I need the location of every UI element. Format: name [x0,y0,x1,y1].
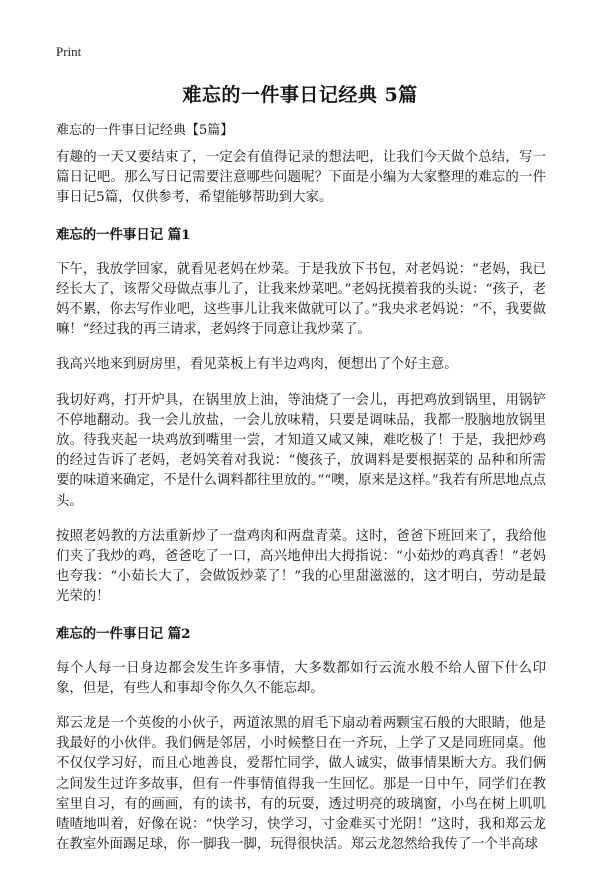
paragraph: 我高兴地来到厨房里，看见菜板上有半边鸡肉，便想出了个好主意。 [56,357,458,373]
section-heading: 难忘的一件事日记 篇2 [56,625,191,642]
intro-paragraph: 有趣的一天又要结束了，一定会有值得记录的想法吧，让我们今天做个总结，写一篇日记吧。那么写日记需要注意哪些问题呢？下面是小编为大家整理的难忘的一件事日记5篇，仅供参考，希望能够帮助到大家。 [56,150,546,206]
paragraph: 我切好鸡，打开炉具，在锅里放上油，等油烧了一会儿，再把鸡放到锅里，用锅铲不停地翻动。我一会儿放盐，一会儿放味精，只要是调味品，我都一股脑地放锅里放。待我夹起一块鸡放到嘴里一尝，才知道又咸又辣，难吃极了！于是，我把炒鸡的经过告诉了老妈，老妈笑着对我说：“傻孩子，放调料是要根据菜的 品种和所需要的味道来确定，不是什么调料都往里放的。”“噢，原来是这样。”我若有所思地点点头。 [56,392,546,509]
paragraph: 下午，我放学回家，就看见老妈在炒菜。于是我放下书包，对老妈说：“老妈，我已经长大了，该帮父母做点事儿了，让我来炒菜吧。”老妈抚摸着我的头说：“孩子，老妈不累，你去写作业吧，这些事儿让我来做就可以了。”我央求老妈说：“不，我要做嘛！”经过我的再三请求，老妈终于同意让我炒菜了。 [56,261,546,338]
paragraph: 按照老妈教的方法重新炒了一盘鸡肉和两盘青菜。这时，爸爸下班回来了，我给他们夹了我炒的鸡，爸爸吃了一口，高兴地伸出大拇指说：“小茹炒的鸡真香！”老妈也夸我：“小茹长大了，会做饭炒菜了！”我的心里甜滋滋的，这才明白，劳动是最光荣的！ [56,528,546,605]
print-link[interactable]: Print [56,44,82,59]
page-title: 难忘的一件事日记经典 5篇 [182,84,418,106]
paragraph: 郑云龙是一个英俊的小伙子，两道浓黑的眉毛下扇动着两颗宝石般的大眼睛，他是我最好的小伙伴。我们俩是邻居，小时候整日在一齐玩，上学了又是同班同桌。他不仅仅学习好，而且心地善良，爱帮忙同学，做人诚实，做事情果断大方。我们俩之间发生过许多故事，但有一件事情值得我一生回忆。那是一日中午，同学们在教室里自习，有的画画，有的读书，有的玩耍，透过明亮的玻璃窗，小鸟在树上叽叽喳喳地叫着，好像在说：“快学习，快学习，寸金难买寸光阴！”这时，我和郑云龙在教室外面踢足球，你一脚我一脚，玩得很快活。郑云龙忽然给我传了一个半高球 [56,716,546,853]
article-body [56,148,546,870]
page-subtitle: 难忘的一件事日记经典【5篇】 [56,123,234,138]
section-heading: 难忘的一件事日记 篇1 [56,226,191,243]
paragraph: 每个人每一日身边都会发生许多事情，大多数都如行云流水般不给人留下什么印象，但是，有些人和事却令你久久不能忘却。 [56,660,546,696]
